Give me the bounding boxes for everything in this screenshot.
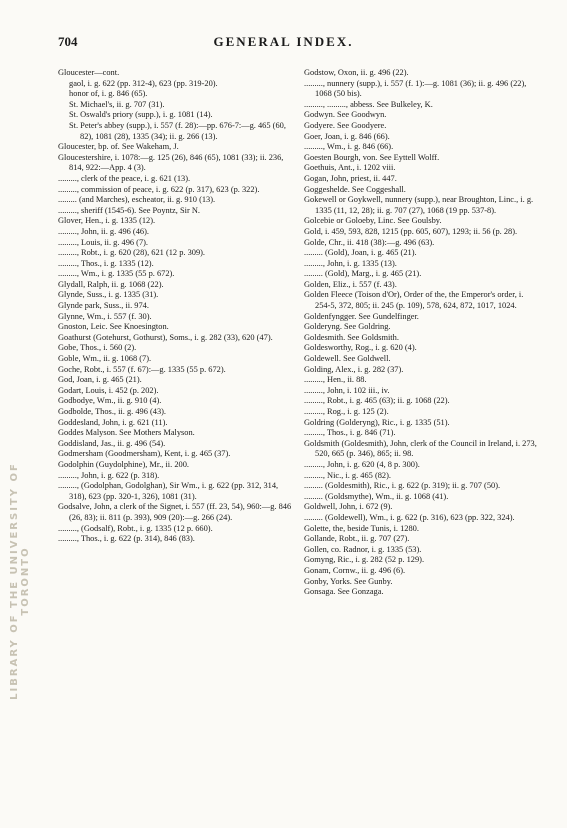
index-entry: Glynde, Suss., i. g. 1335 (31). xyxy=(58,290,159,300)
index-entry: ........., clerk of the peace, i. g. 621 (13). xyxy=(58,173,191,183)
index-entry: Gollande, Robt., ii. g. 707 (27). xyxy=(304,534,410,544)
index-entry: Golcebie or Goloeby, Linc. See Goulsby. xyxy=(304,216,442,226)
index-entry: Godbodye, Wm., ii. g. 910 (4). xyxy=(58,396,162,406)
library-stamp-text: LIBRARY OF THE UNIVERSITY OF TORONTO xyxy=(9,462,31,700)
index-entry: ........., John, i. g. 622 (p. 318). xyxy=(58,470,160,480)
index-entry: Golden, Eliz., i. 557 (f. 43). xyxy=(304,279,397,289)
index-entry: ........., John, ii. g. 496 (46). xyxy=(58,226,149,236)
index-entry: ........., John, i. g. 1335 (13). xyxy=(304,258,397,268)
index-entry: St. Peter's abbey (supp.), i. 557 (f. 28):—pp. 676-7:—g. 465 (60, 82), 1081 (28), 1335 (34); ii. g. 266 (13). xyxy=(69,120,286,141)
index-column-right xyxy=(304,68,540,598)
index-entry: Godmersham (Goodmersham), Kent, i. g. 465 (37). xyxy=(58,449,231,459)
index-entry: Gloucester—cont. xyxy=(58,68,120,77)
library-stamp xyxy=(10,430,30,730)
page-number: 704 xyxy=(58,34,78,49)
index-entry: ......... (Gold), Joan, i. g. 465 (21). xyxy=(304,248,417,258)
index-entry: Gollen, co. Radnor, i. g. 1335 (53). xyxy=(304,544,422,554)
index-entry: ........., Louis, ii. g. 496 (7). xyxy=(58,237,149,247)
index-entry: Gokewell or Goykwell, nunnery (supp.), near Broughton, Linc., i. g. 1335 (11, 12, 28); ii. g. 707 (27), 1068 (19 pp. 537-8). xyxy=(304,195,534,215)
index-entry: Godyere. See Goodyere. xyxy=(304,120,387,130)
index-entry: Gonsaga. See Gonzaga. xyxy=(304,587,384,597)
index-entry: ........., Thos., i. g. 1335 (12). xyxy=(58,258,154,268)
index-entry: Goldwell, John, i. 672 (9). xyxy=(304,502,393,512)
index-entry: ........., sheriff (1545-6). See Poyntz, Sir N. xyxy=(58,205,200,215)
index-entry: Goldewell. See Goldwell. xyxy=(304,354,391,364)
index-entry: Goggeshelde. See Coggeshall. xyxy=(304,184,406,194)
index-entry: honor of, i. g. 846 (65). xyxy=(69,89,148,99)
index-entry: Gnoston, Leic. See Knoesington. xyxy=(58,322,169,332)
index-entry: ........., John, i. g. 620 (4, 8 p. 300). xyxy=(304,459,420,469)
index-entry: gaol, i. g. 622 (pp. 312-4), 623 (pp. 319-20). xyxy=(69,78,218,88)
index-column-left xyxy=(58,68,294,545)
index-entry: ........., Wm., i. g. 1335 (55 p. 672). xyxy=(58,269,175,279)
index-entry: ........., Thos., i. g. 846 (71). xyxy=(304,428,396,438)
index-entry: Goldesworthy, Rog., i. g. 620 (4). xyxy=(304,343,417,353)
index-entry: ........., John, i. 102 iii., iv. xyxy=(304,385,390,395)
index-entry: ........., Rog., i. g. 125 (2). xyxy=(304,407,389,416)
index-entry: Goche, Robt., i. 557 (f. 67):—g. 1335 (55 p. 672). xyxy=(58,364,226,374)
index-entry: ........., Robt., i. g. 620 (28), 621 (12 p. 309). xyxy=(58,248,206,258)
index-entry: Golde, Chr., ii. 418 (38):—g. 496 (63). xyxy=(304,237,435,247)
index-entry: ........., Thos., i. g. 622 (p. 314), 846 (83). xyxy=(58,534,195,544)
index-entry: Godolphin (Guydolphine), Mr., ii. 200. xyxy=(58,459,189,469)
index-entry: Golden Fleece (Toison d'Or), Order of the, the Emperor's order, i. 254-5, 372, 805; ii. 245 (p. 109), 578, 624, 872, 1017, 1024. xyxy=(304,290,524,311)
index-entry: Goldenfyngger. See Gundelfinger. xyxy=(304,311,419,321)
index-entry: ......... (Gold), Marg., i. g. 465 (21). xyxy=(304,269,422,279)
index-entry: Goesten Bourgh, von. See Eyttell Wolff. xyxy=(304,152,440,162)
index-entry: ......... (and Marches), escheator, ii. g. 910 (13). xyxy=(58,195,216,205)
index-entry: ........., Nic., i. g. 465 (82). xyxy=(304,470,391,480)
index-entry: Goble, Wm., ii. g. 1068 (7). xyxy=(58,354,152,364)
index-entry: Golderyng. See Goldring. xyxy=(304,322,391,332)
index-entry: Godwyn. See Goodwyn. xyxy=(304,110,387,120)
index-entry: ........., nunnery (supp.), i. 557 (f. 1):—g. 1081 (36); ii. g. 496 (22), 1068 (50 bis). xyxy=(304,78,527,99)
index-entry: Gobe, Thos., i. 560 (2). xyxy=(58,343,137,353)
index-entry: Goldring (Golderyng), Ric., i. g. 1335 (51). xyxy=(304,417,450,427)
index-entry: ......... (Goldesmith), Ric., i. g. 622 (p. 319); ii. g. 707 (50). xyxy=(304,481,501,491)
index-entry: Glydall, Ralph, ii. g. 1068 (22). xyxy=(58,279,164,289)
index-entry: Golette, the, beside Tunis, i. 1280. xyxy=(304,523,419,533)
index-entry: ........., (Godsalf), Robt., i. g. 1335 (12 p. 660). xyxy=(58,523,213,533)
index-entry: God, Joan, i. g. 465 (21). xyxy=(58,375,142,385)
index-entry: Godbolde, Thos., ii. g. 496 (43). xyxy=(58,407,167,416)
index-entry: Godstow, Oxon, ii. g. 496 (22). xyxy=(304,68,409,77)
page-title: GENERAL INDEX. xyxy=(213,34,354,49)
index-entry: Goddisland, Jas., ii. g. 496 (54). xyxy=(58,438,166,448)
index-entry: Goddes Malyson. See Mothers Malyson. xyxy=(58,428,195,438)
index-entry: Gomyng, Ric., i. g. 282 (52 p. 129). xyxy=(304,555,425,565)
index-entry: Glynde park, Suss., ii. 974. xyxy=(58,301,149,311)
index-entry: Glynne, Wm., i. 557 (f. 30). xyxy=(58,311,152,321)
index-entry: Golding, Alex., i. g. 282 (37). xyxy=(304,364,404,374)
index-entry: Gold, i. 459, 593, 828, 1215 (pp. 605, 607), 1293; ii. 56 (p. 28). xyxy=(304,226,518,236)
index-entry: Glover, Hen., i. g. 1335 (12). xyxy=(58,216,156,226)
index-entry: Goldesmith. See Goldsmith. xyxy=(304,332,399,342)
index-entry: Goddesland, John, i. g. 621 (11). xyxy=(58,417,168,427)
index-entry: St. Oswald's priory (supp.), i. g. 1081 (14). xyxy=(69,110,213,120)
index-entry: ........., Hen., ii. 88. xyxy=(304,375,367,385)
index-entry: Godsalve, John, a clerk of the Signet, i. 557 (ff. 23, 54), 960:—g. 846 (26, 83); ii. 811 (p. 393), 909 (20):—g. 266 (24). xyxy=(58,502,292,522)
index-entry: Godart, Louis, i. 452 (p. 202). xyxy=(58,385,159,395)
index-entry: Gloucester, bp. of. See Wakeham, J. xyxy=(58,142,179,152)
index-entry: Gloucestershire, i. 1078:—g. 125 (26), 846 (65), 1081 (33); ii. 236, 814, 922:—App. 4 (3). xyxy=(58,152,284,173)
index-entry: ........., Robt., i. g. 465 (63); ii. g. 1068 (22). xyxy=(304,396,450,406)
index-entry: ......... (Goldsmythe), Wm., ii. g. 1068 (41). xyxy=(304,491,449,501)
index-entry: ......... (Goldewell), Wm., i. g. 622 (p. 316), 623 (pp. 322, 324). xyxy=(304,512,515,522)
index-entry: ........., (Godolphan, Godolghan), Sir Wm., i. g. 622 (pp. 312, 314, 318), 623 (pp. 320-1, 326), 1081 (31). xyxy=(58,481,279,501)
index-entry: Goethuis, Ant., i. 1202 viii. xyxy=(304,163,396,173)
index-entry: ........., Wm., i. g. 846 (66). xyxy=(304,142,394,152)
index-entry: Gonam, Cornw., ii. g. 496 (6). xyxy=(304,565,406,575)
index-entry: ........., ........., abbess. See Bulkeley, K. xyxy=(304,99,433,109)
index-entry: Goathurst (Gotehurst, Gothurst), Soms., i. g. 282 (33), 620 (47). xyxy=(58,332,273,342)
page-header xyxy=(0,34,567,54)
index-entry: Gogan, John, priest, ii. 447. xyxy=(304,173,397,183)
index-entry: Goer, Joan, i. g. 846 (66). xyxy=(304,131,390,141)
index-entry: ........., commission of peace, i. g. 622 (p. 317), 623 (p. 322). xyxy=(58,184,260,194)
index-entry: St. Michael's, ii. g. 707 (31). xyxy=(69,99,165,109)
index-entry: Goldsmith (Goldesmith), John, clerk of the Council in Ireland, i. 273, 520, 665 (p. 346), 865; ii. 98. xyxy=(304,438,537,459)
index-entry: Gonby, Yorks. See Gunby. xyxy=(304,576,393,586)
